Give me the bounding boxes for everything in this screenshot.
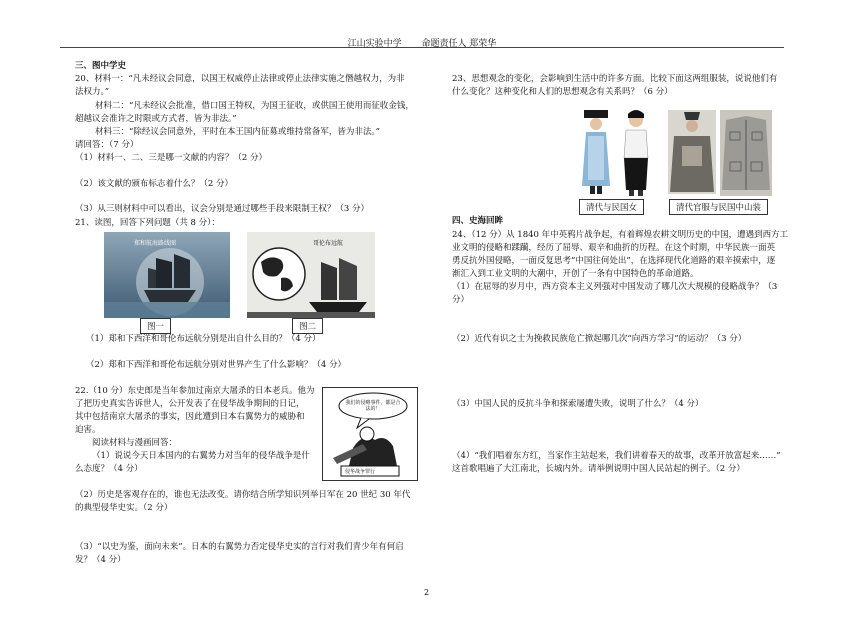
q24-line3: 勇反抗外国侵略，一面反复思考“中国往何处出”，在选择现代化道路的艰辛摸索中，逐 xyxy=(452,256,776,266)
q20-sub2: （2）该文献的颁布标志着什么？（2 分） xyxy=(75,179,234,189)
zhenghe-image-text: 郑和航海路线图 xyxy=(134,240,177,247)
q23-line1: 23、思想观念的变化，会影响到生活中的许多方面。比较下面这两组服装，说说他们有 xyxy=(452,74,778,84)
q24-sub3: （3）中国人民的反抗斗争和探索屡遭失败，说明了什么？（4 分） xyxy=(452,399,704,409)
q24-sub4-line1: （4）“我们唱着东方红，当家作主站起来，我们讲着春天的故事，改革开放富起来……” xyxy=(452,451,781,461)
q22-sub3-line2: 发？（4 分） xyxy=(75,555,126,565)
section4-title: 四、史海回眸 xyxy=(452,216,504,226)
q24-line1: 24、（12 分）从 1840 年中英鸦片战争起，有着辉煌农耕文明历史的中国，遭遇到西方工 xyxy=(452,230,789,240)
q22-sub2-line2: 的典型侵华史实。（2 分） xyxy=(75,503,173,513)
q20-line5: 材料三：“除经议会同意外，平时在本王国内征募或维持常备军，皆为非法。” xyxy=(95,127,380,137)
right-wing-cartoon xyxy=(322,387,418,481)
q23-line2: 什么变化？这种变化和人们的思想观念有关系吗？（6 分） xyxy=(452,87,673,97)
columbus-image-text: 哥伦布远航 xyxy=(313,240,344,247)
q22-line5: 阅读材料与漫画回答： xyxy=(92,438,178,448)
q22-line6: （1）说说今天日本国内的右翼势力对当年的侵华战争是什 xyxy=(92,451,310,461)
q22-line4: 迫害。 xyxy=(75,425,101,435)
q24-sub1-line2: 分） xyxy=(452,295,470,305)
women-clothing-caption: 清代与民国女 xyxy=(579,199,644,215)
q22-line3: 其中包括南京大屠杀的事实，因此遭到日本右翼势力的威胁和 xyxy=(75,412,305,422)
qing-official-zhongshan-image xyxy=(664,106,774,198)
q20-line4: 超越议会准许之时限或方式者，皆为非法。” xyxy=(75,114,237,124)
zhenghe-ship-image xyxy=(104,232,230,318)
q20-line6: 请回答：（7 分） xyxy=(75,140,139,150)
men-clothing-caption: 清代官服与民国中山装 xyxy=(669,199,768,215)
header-author: 命题责任人 郑荣华 xyxy=(421,39,497,49)
q24-line4: 渐汇入到工业文明的大潮中，开创了一条有中国特色的革命道路。 xyxy=(452,269,699,279)
q20-sub1: （1）材料一、二、三是哪一文献的内容？（2 分） xyxy=(75,153,268,163)
figure1-caption: 图一 xyxy=(140,318,171,334)
q21-sub1: （1）郑和下西洋和哥伦布远航分别是出自什么目的？（4 分） xyxy=(86,334,321,344)
q21-line1: 21、读图，回答下列问题（共 8 分）： xyxy=(75,218,220,228)
qing-republic-women-image xyxy=(574,106,664,198)
q22-line2: 了把历史真实告诉世人，公开发表了在侵华战争期间的日记， xyxy=(75,399,305,409)
q24-line2: 业文明的侵略和蹂躏，经历了屈辱、艰辛和曲折的历程。在这个时期，中华民族一面英 xyxy=(452,243,776,253)
q22-line1: 22.（10 分）东史郎是当年参加过南京大屠杀的日本老兵。他为 xyxy=(75,386,315,396)
header-divider xyxy=(60,47,784,48)
section3-title: 三、图中学史 xyxy=(75,61,127,71)
q22-sub2-line1: （2）历史是客观存在的，谁也无法改变。请你结合所学知识列举日军在 20 世纪 30 年代 xyxy=(75,490,411,500)
q21-sub2: （2）郑和下西洋和哥伦布远航分别对世界产生了什么影响？（4 分） xyxy=(86,360,347,370)
q24-sub4-line2: 这首歌唱遍了大江南北，长城内外。请举例说明中国人民站起的例子。（2 分） xyxy=(452,464,745,474)
header-school: 江山实验中学 xyxy=(347,39,402,49)
q20-line2: 法权力。” xyxy=(75,87,110,97)
columbus-voyage-image xyxy=(247,232,375,318)
q22-sub3-line1: （3）“以史为鉴，面向未来”。日本的右翼势力否定侵华史实的言行对我们青少年有何启 xyxy=(75,542,404,552)
q22-line7: 么态度？（4 分） xyxy=(75,464,143,474)
cartoon-bottom-text: 侵华战争罪行 xyxy=(345,469,376,475)
q20-line1: 20、材料一：“凡未经议会同意，以国王权威停止法律或停止法律实施之僭越权力，为非 xyxy=(75,74,405,84)
q24-sub2: （2）近代有识之士为挽救民族危亡掀起哪几次“向西方学习”的运动？（3 分） xyxy=(452,334,747,344)
q20-line3: 材料二：“凡未经议会批准，借口国王特权，为国王征收，或供国王使用而征收金钱， xyxy=(95,101,414,111)
cartoon-bubble-text: 我们的侵略事件，都是合法的！ xyxy=(345,400,401,412)
q20-sub3: （3）从三则材料中可以看出，议会分别是通过哪些手段来限制王权？（3 分） xyxy=(75,204,370,214)
page-number: 2 xyxy=(424,588,430,597)
q24-sub1-line1: （1）在屈辱的岁月中，西方资本主义列强对中国发动了哪几次大规模的侵略战争？（3 xyxy=(452,282,778,292)
figure2-caption: 图二 xyxy=(292,318,323,334)
